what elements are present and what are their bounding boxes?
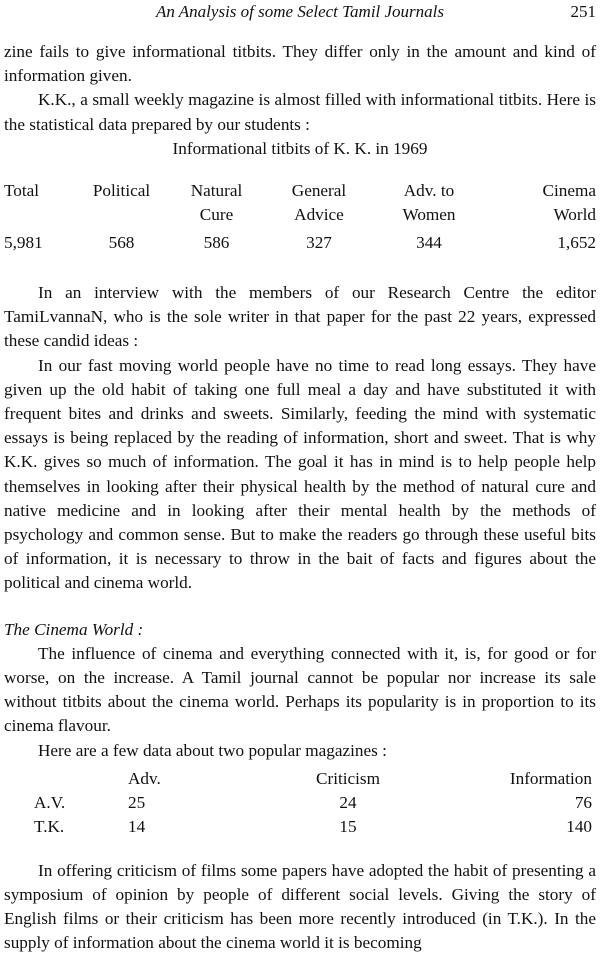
titbits-table	[4, 179, 596, 255]
paragraph-1: zine fails to give informational titbits. They differ only in the amount and kind of information given.	[4, 42, 596, 86]
table2-cell: 15	[339, 816, 357, 836]
page-header	[0, 2, 600, 28]
table1-header-cell: Adv. to Women	[402, 181, 456, 225]
table1-value-cell: 586	[203, 233, 230, 253]
section-heading: The Cinema World :	[4, 619, 144, 639]
table1-header-cell: Natural Cure	[190, 181, 243, 225]
running-head: An Analysis of some Select Tamil Journals	[155, 2, 445, 21]
table-row	[4, 815, 596, 839]
paragraph-4: In our fast moving world people have no time to read long essays. They have given up the old habit of taking one full meal a day and have substituted it with frequent bites and drinks and sweets. Similarly, feeding the mind with systematic essays is being replaced by the reading of information, short and sweet. That is why K.K. gives so much of information. The goal it has in mind is to help people help themselves in looking after their physical health by the method of natural cure and native medicine and in looking after their mental health by the methods of psychology and common sense. But to make the readers go through these useful bits of information, it is necessary to throw in the bait of facts and figures about the political and cinema world.	[4, 355, 596, 593]
table1-value-cell: 327	[306, 233, 332, 253]
paragraph-5: The influence of cinema and everything connected with it, is, for good or for worse, on the increase. A Tamil journal cannot be popular nor increase its sale without titbits about the cinema world. Perhaps its popularity is in proportion to its cinema flavour.	[4, 643, 596, 736]
table2-cell: T.K.	[34, 816, 65, 836]
table2-cell: 140	[566, 816, 592, 836]
table2-cell: 14	[128, 816, 146, 836]
table2-cell: A.V.	[34, 792, 66, 812]
table2-cell: 24	[339, 792, 357, 812]
table1-header-cell: Total	[4, 181, 40, 201]
table2-header-cell: Information	[509, 768, 592, 788]
paragraph-7: In offering criticism of films some papers have adopted the habit of presenting a symposium of opinion by people of different social levels. Giving the story of English films or their criticism has been more recently introduced (in T.K.). In the supply of information about the cinema world it is becoming	[4, 860, 596, 953]
magazines-table-header	[4, 767, 596, 791]
table1-header-cell: General Advice	[291, 181, 347, 225]
table1-value-cell: 1,652	[557, 233, 596, 253]
paragraph-3: In an interview with the members of our Research Centre the editor TamiLvannaN, who is the sole writer in that paper for the past 22 years, expressed these candid ideas :	[4, 283, 596, 351]
table-row	[4, 791, 596, 815]
table2-cell: 25	[128, 792, 146, 812]
table2-header-cell: Adv.	[128, 768, 161, 788]
table1-header-cell: Cinema World	[542, 181, 596, 225]
table2-header-cell: Criticism	[316, 768, 380, 788]
table2-header-cell	[4, 767, 120, 791]
table1-value-cell: 5,981	[4, 233, 43, 253]
magazines-table	[4, 767, 596, 839]
paragraph-6: Here are a few data about two popular magazines :	[38, 740, 387, 760]
table-row	[4, 227, 596, 255]
page-number: 251	[570, 2, 596, 21]
titbits-table-header	[4, 179, 596, 227]
table1-value-cell: 344	[416, 233, 442, 253]
page-body	[4, 40, 596, 956]
table1-value-cell: 568	[108, 233, 135, 253]
table2-cell: 76	[574, 792, 592, 812]
table1-caption: Informational titbits of K. K. in 1969	[172, 138, 428, 158]
paragraph-2: K.K., a small weekly magazine is almost filled with informational titbits. Here is the statistical data prepared by our students :	[4, 90, 596, 134]
table1-header-cell: Political	[92, 181, 151, 201]
